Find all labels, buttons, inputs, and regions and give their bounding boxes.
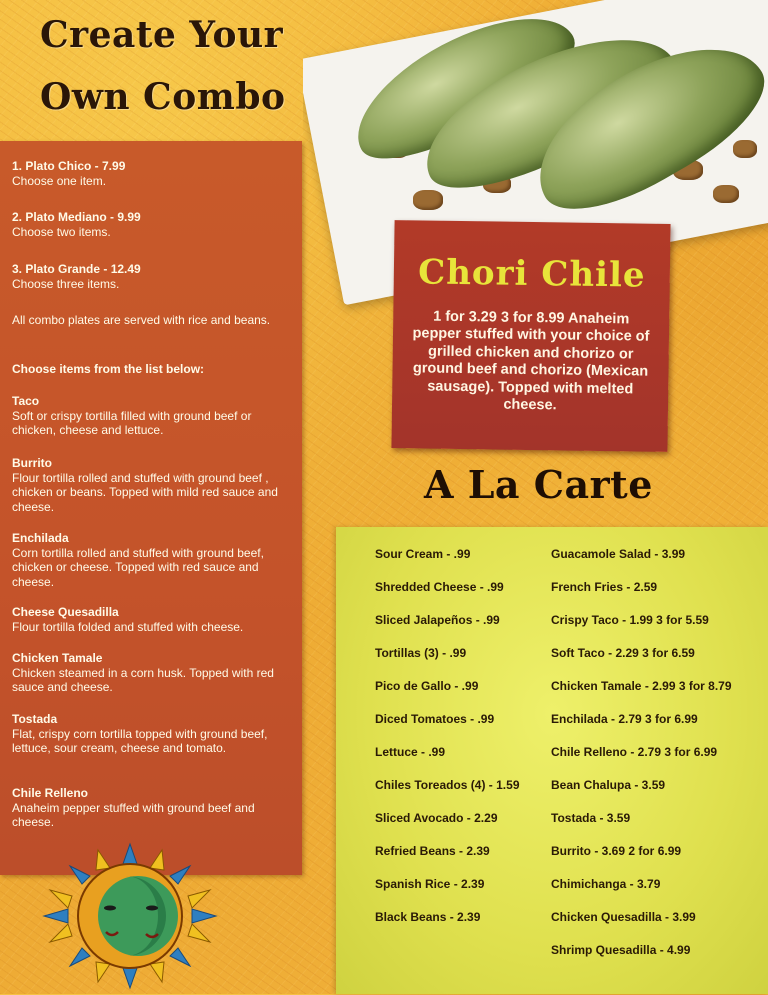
alacarte-panel [336, 527, 768, 994]
combo-panel [0, 141, 302, 875]
combo-item-taco [12, 394, 294, 438]
chori-chile-desc: 1 for 3.29 3 for 8.99 Anaheim pepper stuffed with your choice of grilled chicken and chorizo or ground beef and chorizo (Mexican sausage). Topped with melted cheese. [412, 308, 650, 414]
carte-item: Burrito - 3.69 2 for 6.99 [551, 844, 682, 858]
combo-item-chicken-tamale [12, 651, 294, 695]
combo-item-desc: Flour tortilla rolled and stuffed with ground beef , chicken or beans. Topped with mild red sauce and cheese. [12, 470, 278, 514]
plate-name: 3. Plato Grande - 12.49 [12, 262, 141, 276]
carte-item: Chicken Tamale - 2.99 3 for 8.79 [551, 679, 732, 693]
carte-item: Shredded Cheese - .99 [375, 580, 504, 594]
plate-desc: Choose one item. [12, 173, 107, 188]
served-note: All combo plates are served with rice and beans. [12, 313, 271, 327]
combo-item-desc: Flat, crispy corn tortilla topped with ground beef, lettuce, sour cream, cheese and tomato. [12, 726, 268, 755]
carte-item: Pico de Gallo - .99 [375, 679, 479, 693]
carte-item: Tortillas (3) - .99 [375, 646, 467, 660]
combo-item-desc: Soft or crispy tortilla filled with ground beef or chicken, cheese and lettuce. [12, 408, 252, 437]
plate-name: 1. Plato Chico - 7.99 [12, 159, 126, 173]
plate-mediano [12, 210, 294, 239]
carte-item: Diced Tomatoes - .99 [375, 712, 495, 726]
combo-item-cheese-quesadilla [12, 605, 294, 634]
combo-item-desc: Chicken steamed in a corn husk. Topped with red sauce and cheese. [12, 665, 274, 694]
carte-item: Chiles Toreados (4) - 1.59 [375, 778, 520, 792]
carte-item: Black Beans - 2.39 [375, 910, 481, 924]
carte-item: Shrimp Quesadilla - 4.99 [551, 943, 691, 957]
combo-item-name: Burrito [12, 456, 52, 470]
combo-title [40, 4, 300, 128]
plate-name: 2. Plato Mediano - 9.99 [12, 210, 141, 224]
carte-item: Lettuce - .99 [375, 745, 446, 759]
carte-item: Chicken Quesadilla - 3.99 [551, 910, 696, 924]
combo-item-name: Enchilada [12, 531, 69, 545]
combo-item-desc: Flour tortilla folded and stuffed with cheese. [12, 619, 244, 634]
chori-chile-title: Chori Chile [417, 252, 646, 296]
chori-chile-box [391, 220, 670, 452]
carte-item: Guacamole Salad - 3.99 [551, 547, 686, 561]
carte-item: Tostada - 3.59 [551, 811, 631, 825]
combo-item-name: Tostada [12, 712, 58, 726]
combo-item-desc: Corn tortilla rolled and stuffed with ground beef, chicken or cheese. Topped with red sauce and cheese. [12, 545, 264, 589]
plate-grande [12, 262, 294, 291]
carte-item: Crispy Taco - 1.99 3 for 5.59 [551, 613, 709, 627]
sun-moon-face-icon [38, 842, 222, 990]
carte-item: Spanish Rice - 2.39 [375, 877, 485, 891]
combo-item-desc: Anaheim pepper stuffed with ground beef and cheese. [12, 800, 255, 829]
combo-item-name: Taco [12, 394, 40, 408]
combo-title-line2: Own Combo [40, 76, 286, 118]
plate-chico [12, 159, 294, 188]
carte-item: Sliced Avocado - 2.29 [375, 811, 498, 825]
plate-desc: Choose two items. [12, 224, 111, 239]
plate-desc: Choose three items. [12, 276, 120, 291]
combo-item-burrito [12, 456, 294, 514]
combo-title-line1: Create Your [40, 14, 284, 56]
carte-item: Bean Chalupa - 3.59 [551, 778, 666, 792]
meat-piece [413, 190, 443, 210]
combo-item-chile-relleno [12, 786, 294, 830]
combo-item-tostada [12, 712, 294, 756]
carte-item: Soft Taco - 2.29 3 for 6.59 [551, 646, 695, 660]
carte-item: Enchilada - 2.79 3 for 6.99 [551, 712, 698, 726]
carte-item: Refried Beans - 2.39 [375, 844, 490, 858]
carte-item: Sliced Jalapeños - .99 [375, 613, 500, 627]
combo-item-enchilada [12, 531, 294, 589]
carte-item: Chile Relleno - 2.79 3 for 6.99 [551, 745, 718, 759]
carte-item: French Fries - 2.59 [551, 580, 658, 594]
meat-piece [733, 140, 757, 158]
combo-item-name: Chicken Tamale [12, 651, 103, 665]
carte-item: Chimichanga - 3.79 [551, 877, 661, 891]
combo-item-name: Cheese Quesadilla [12, 605, 119, 619]
meat-piece [713, 185, 739, 203]
carte-item: Sour Cream - .99 [375, 547, 471, 561]
alacarte-title: A La Carte [424, 462, 653, 507]
choose-heading: Choose items from the list below: [12, 362, 205, 376]
combo-item-name: Chile Relleno [12, 786, 89, 800]
